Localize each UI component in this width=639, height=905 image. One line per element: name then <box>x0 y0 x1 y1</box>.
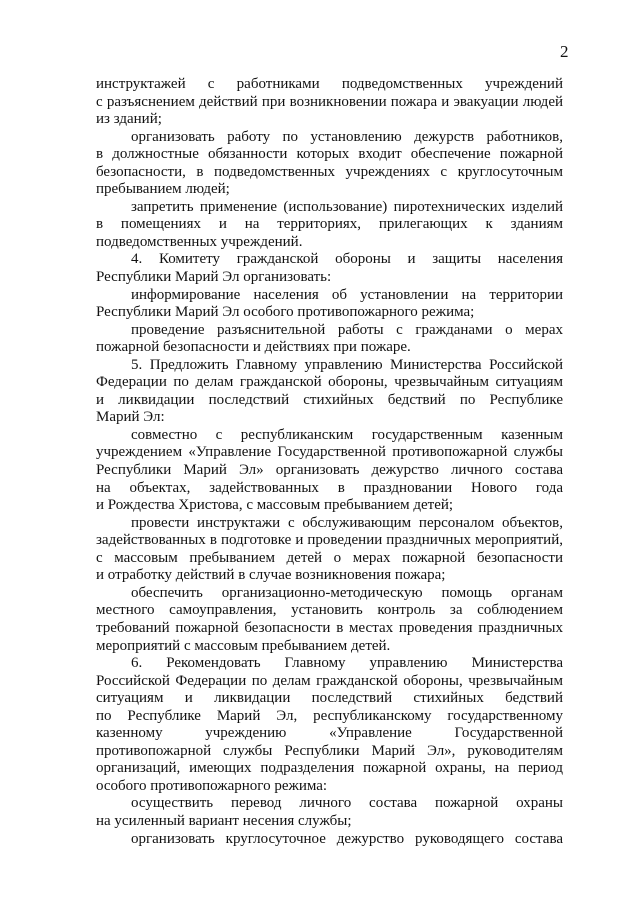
text-line: ситуациям и ликвидации последствий стихийных бедствий <box>96 690 563 707</box>
text-line: в должностные обязанности которых входит обеспечение пожарной <box>96 146 563 163</box>
text-line: информирование населения об установлении на территории <box>131 286 563 303</box>
text-line: и отработку действий в случае возникновения пожара; <box>96 567 446 584</box>
text-line: с разъяснением действий при возникновении пожара и эвакуации людей <box>96 93 563 110</box>
text-line: запретить применение (использование) пиротехнических изделий <box>131 198 563 215</box>
text-line: организовать круглосуточное дежурство руководящего состава <box>131 830 563 847</box>
text-line: Марий Эл: <box>96 409 165 426</box>
text-line: безопасности, в подведомственных учреждениях с круглосуточным <box>96 163 563 180</box>
text-line: задействованных в подготовке и проведении праздничных мероприятий, <box>96 532 563 549</box>
text-line: пожарной безопасности и действиях при пожаре. <box>96 339 411 356</box>
text-line: и ликвидации последствий стихийных бедствий по Республике <box>96 391 563 408</box>
text-line: подведомственных учреждений. <box>96 233 303 250</box>
text-line: 5. Предложить Главному управлению Министерства Российской <box>131 356 563 373</box>
text-line: Федерации по делам гражданской обороны, чрезвычайным ситуациям <box>96 374 563 391</box>
text-line: в помещениях и на территориях, прилегающих к зданиям <box>96 216 563 233</box>
text-line: Республики Марий Эл организовать: <box>96 269 332 286</box>
text-line: местного самоуправления, установить контроль за соблюдением <box>96 602 563 619</box>
text-line: инструктажей с работниками подведомственных учреждений <box>96 76 563 92</box>
text-line: обеспечить организационно-методическую помощь органам <box>131 584 563 601</box>
text-line: и Рождества Христова, с массовым пребыванием детей; <box>96 497 454 514</box>
text-line: Российской Федерации по делам гражданской обороны, чрезвычайным <box>96 672 563 689</box>
text-line: по Республике Марий Эл, республиканскому государственному <box>96 707 563 724</box>
text-line: 4. Комитету гражданской обороны и защиты населения <box>131 251 563 268</box>
text-line: казенному учреждению «Управление Государственной <box>96 725 563 742</box>
text-line: провести инструктажи с обслуживающим персоналом объектов, <box>131 514 563 531</box>
text-line: учреждением «Управление Государственной противопожарной службы <box>96 444 563 461</box>
text-line: 6. Рекомендовать Главному управлению Министерства <box>131 655 563 672</box>
text-line: на усиленный вариант несения службы; <box>96 812 352 829</box>
text-line: совместно с республиканским государственным казенным <box>131 426 563 443</box>
page-number: 2 <box>560 42 569 61</box>
text-line: противопожарной службы Республики Марий Эл», руководителям <box>96 742 563 759</box>
text-line: на объектах, задействованных в праздновании Нового года <box>96 479 563 496</box>
text-line: Республики Марий Эл особого противопожарного режима; <box>96 304 475 321</box>
document-body <box>96 76 563 848</box>
text-line: Республики Марий Эл» организовать дежурство личного состава <box>96 462 563 479</box>
text-line: требований пожарной безопасности в местах проведения праздничных <box>96 619 563 636</box>
text-line: проведение разъяснительной работы с гражданами о мерах <box>131 321 563 338</box>
text-line: с массовым пребыванием детей о мерах пожарной безопасности <box>96 549 563 566</box>
text-line: осуществить перевод личного состава пожарной охраны <box>131 795 563 812</box>
text-line: особого противопожарного режима: <box>96 777 328 794</box>
text-line: организаций, имеющих подразделения пожарной охраны, на период <box>96 760 563 777</box>
text-line: мероприятий с массовым пребыванием детей. <box>96 637 391 654</box>
text-line: организовать работу по установлению дежурств работников, <box>131 128 563 145</box>
text-line: из зданий; <box>96 111 162 128</box>
text-line: пребыванием людей; <box>96 181 230 198</box>
